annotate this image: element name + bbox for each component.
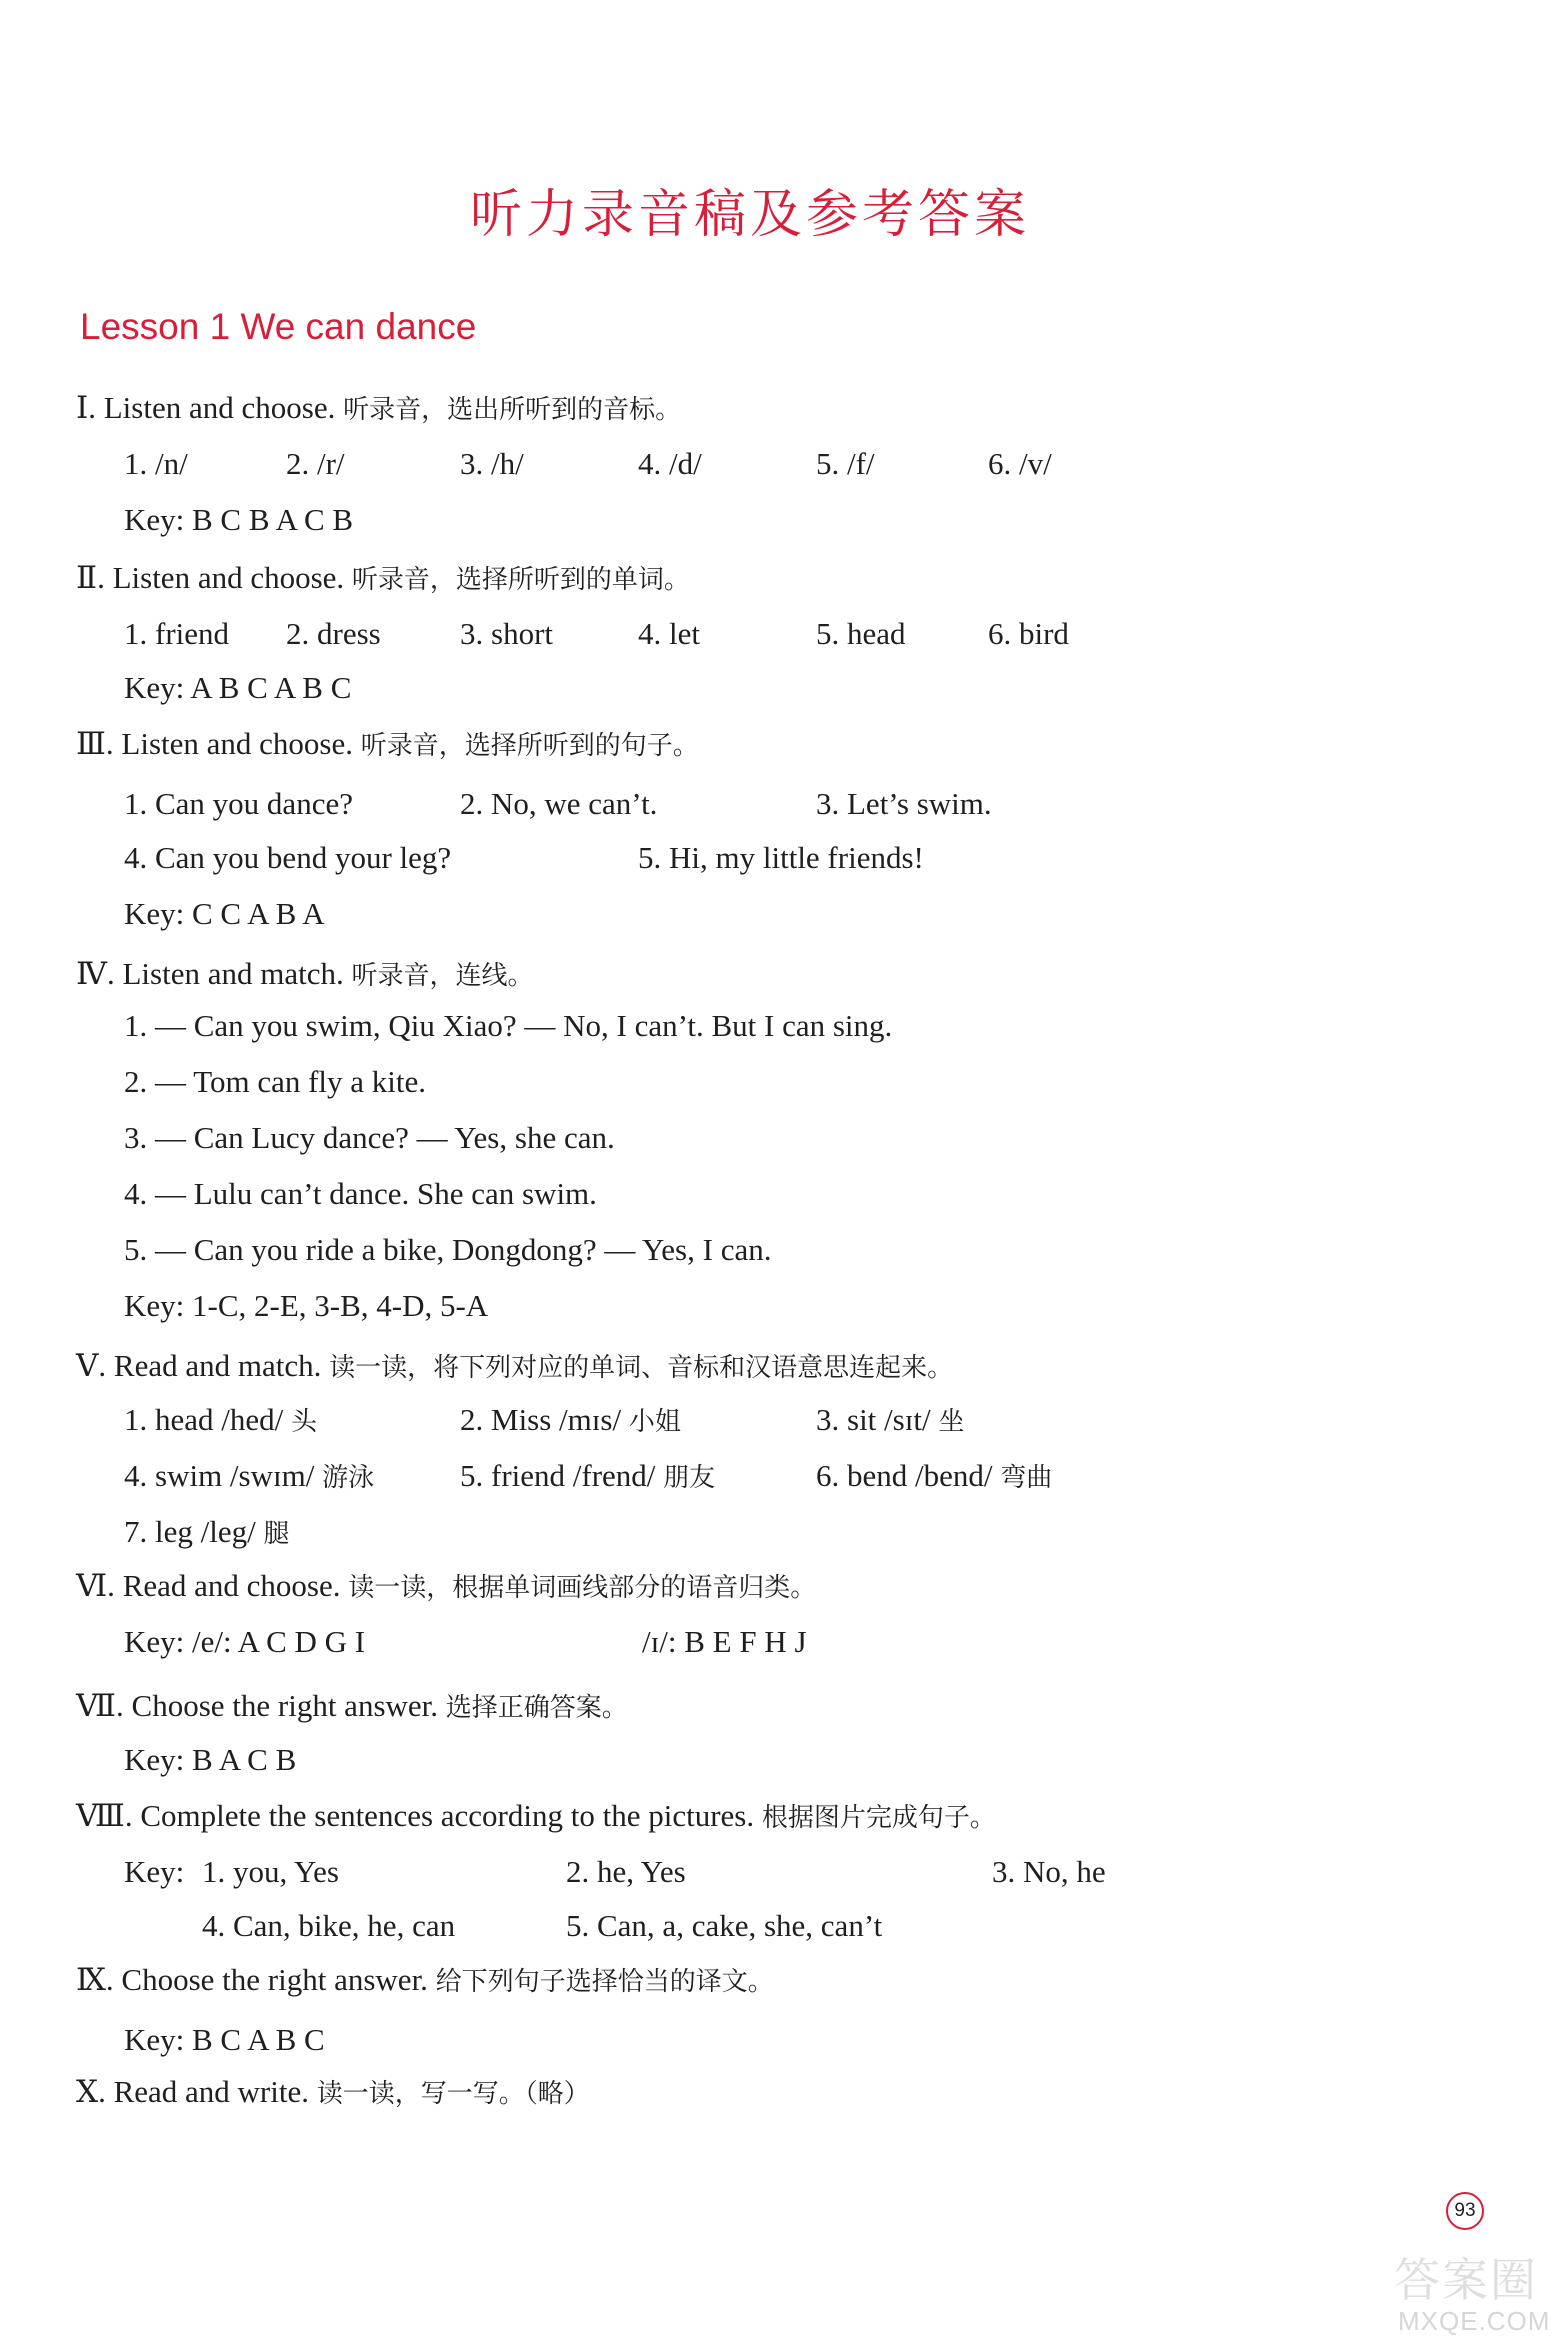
list-item: 6. /v/	[988, 446, 1052, 481]
page-title: 听力录音稿及参考答案	[469, 185, 1030, 245]
list-item: 1. friend	[124, 616, 230, 651]
section-number: Ⅳ.	[76, 956, 115, 991]
list-item: 5. Hi, my little friends!	[638, 840, 924, 875]
section-10-heading	[76, 2072, 590, 2114]
section-instruction: Choose the right answer.	[131, 1688, 439, 1723]
answer-key: /ɪ/: B E F H J	[642, 1624, 807, 1659]
section-4-heading	[76, 954, 534, 996]
section-8-heading	[76, 1796, 996, 1838]
answer-key: Key: B C A B C	[124, 2022, 325, 2057]
section-3-heading	[76, 724, 699, 766]
section-instruction-cn: 听录音，连线。	[351, 961, 534, 991]
answer-key: Key: 1-C, 2-E, 3-B, 4-D, 5-A	[124, 1288, 489, 1323]
section-instruction: Listen and choose.	[121, 726, 353, 761]
list-item: 7. leg /leg/ 腿	[124, 1514, 290, 1549]
section-instruction: Read and write.	[113, 2074, 309, 2109]
list-item: 3. sit /sɪt/ 坐	[816, 1402, 965, 1437]
list-item: 2. he, Yes	[566, 1854, 686, 1889]
list-item: 4. /d/	[638, 446, 702, 481]
list-item: 4. let	[638, 616, 700, 651]
list-item: 2. Miss /mɪs/ 小姐	[460, 1402, 681, 1437]
section-number: Ⅹ.	[76, 2074, 106, 2109]
section-number: Ⅷ.	[76, 1798, 133, 1833]
section-instruction-cn: 读一读，写一写。（略）	[316, 2079, 590, 2109]
list-item: 2. dress	[286, 616, 381, 651]
list-item: 2. No, we can’t.	[460, 786, 658, 821]
section-instruction: Complete the sentences according to the pictures.	[140, 1798, 755, 1833]
list-item: 1. head /hed/ 头	[124, 1402, 318, 1437]
list-item: 1. you, Yes	[202, 1854, 339, 1889]
page-number: 93	[1446, 2192, 1484, 2230]
list-item: 4. swim /swɪm/ 游泳	[124, 1458, 375, 1493]
section-instruction-cn: 选择正确答案。	[445, 1693, 628, 1723]
section-instruction: Listen and choose.	[103, 390, 336, 425]
list-item: 3. Let’s swim.	[816, 786, 992, 821]
list-item: 3. /h/	[460, 446, 524, 481]
list-item: 5. /f/	[816, 446, 875, 481]
section-instruction-cn: 读一读，将下列对应的单词、音标和汉语意思连起来。	[329, 1353, 954, 1383]
section-number: Ⅰ.	[76, 390, 96, 425]
list-item: 5. head	[816, 616, 906, 651]
section-instruction: Listen and match.	[122, 956, 344, 991]
answer-key: Key: C C A B A	[124, 896, 325, 931]
list-item: 4. — Lulu can’t dance. She can swim.	[124, 1176, 597, 1211]
list-item: 2. — Tom can fly a kite.	[124, 1064, 427, 1099]
list-item: 5. Can, a, cake, she, can’t	[566, 1908, 883, 1943]
section-9-heading	[76, 1960, 774, 2002]
section-instruction-cn: 听录音，选出所听到的音标。	[343, 395, 682, 425]
section-number: Ⅵ.	[76, 1568, 115, 1603]
lesson-title: Lesson 1 We can dance	[80, 306, 477, 347]
section-instruction: Choose the right answer.	[121, 1962, 428, 1997]
list-item: 3. short	[460, 616, 553, 651]
section-5-heading	[76, 1346, 953, 1388]
section-7-heading	[76, 1686, 628, 1728]
section-number: Ⅸ.	[76, 1962, 114, 1997]
list-item: 4. Can you bend your leg?	[124, 840, 452, 875]
section-1-heading	[76, 388, 681, 430]
list-item: 2. /r/	[286, 446, 345, 481]
section-instruction: Read and choose.	[122, 1568, 341, 1603]
list-item: 3. — Can Lucy dance? — Yes, she can.	[124, 1120, 615, 1155]
answer-key: Key: /e/: A C D G I	[124, 1624, 366, 1659]
list-item: 5. — Can you ride a bike, Dongdong? — Yes, I can.	[124, 1232, 772, 1267]
answer-key: Key: A B C A B C	[124, 670, 352, 705]
watermark-url: MXQE.COM	[1398, 2306, 1551, 2336]
list-item: 1. /n/	[124, 446, 188, 481]
answer-key-label: Key:	[124, 1854, 185, 1889]
list-item: 6. bird	[988, 616, 1069, 651]
list-item: 1. — Can you swim, Qiu Xiao? — No, I can’t. But I can sing.	[124, 1008, 893, 1043]
section-instruction-cn: 根据图片完成句子。	[761, 1803, 996, 1833]
list-item: 3. No, he	[992, 1854, 1106, 1889]
list-item: 5. friend /frend/ 朋友	[460, 1458, 716, 1493]
section-instruction-cn: 听录音，选择所听到的单词。	[351, 565, 690, 595]
answer-key: Key: B A C B	[124, 1742, 297, 1777]
section-2-heading	[76, 558, 690, 600]
section-instruction-cn: 读一读，根据单词画线部分的语音归类。	[348, 1573, 817, 1603]
list-item: 4. Can, bike, he, can	[202, 1908, 456, 1943]
section-6-heading	[76, 1566, 816, 1608]
section-number: Ⅶ.	[76, 1688, 124, 1723]
section-number: Ⅴ.	[76, 1348, 107, 1383]
answer-key: Key: B C B A C B	[124, 502, 354, 537]
list-item: 6. bend /bend/ 弯曲	[816, 1458, 1053, 1493]
section-instruction-cn: 听录音，选择所听到的句子。	[360, 731, 699, 761]
section-instruction: Listen and choose.	[112, 560, 345, 595]
section-number: Ⅱ.	[76, 560, 105, 595]
list-item: 1. Can you dance?	[124, 786, 353, 821]
section-number: Ⅲ.	[76, 726, 114, 761]
section-instruction: Read and match.	[113, 1348, 322, 1383]
watermark-logo: 答案圈	[1394, 2253, 1538, 2307]
section-instruction-cn: 给下列句子选择恰当的译文。	[435, 1967, 774, 1997]
